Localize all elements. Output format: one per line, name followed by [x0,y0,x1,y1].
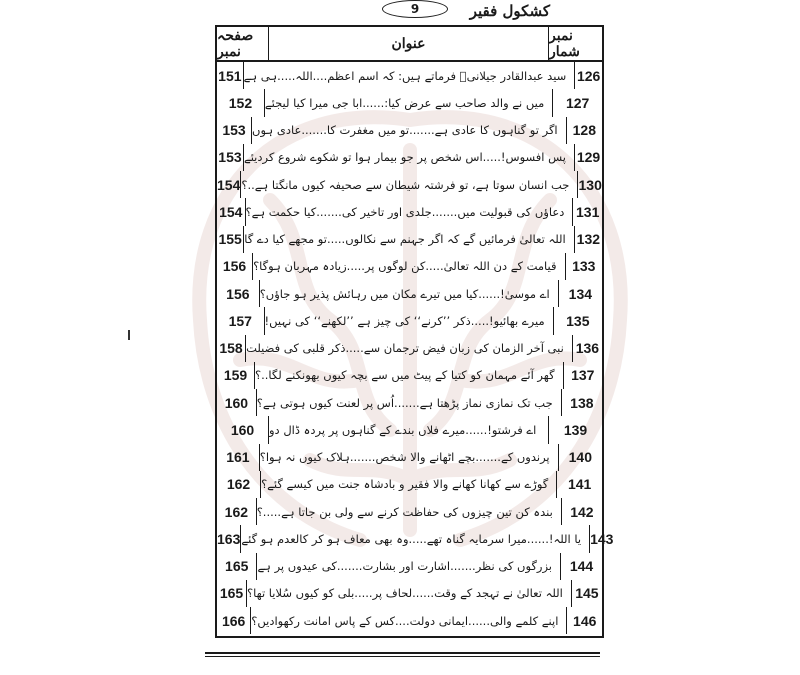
table-row [217,198,602,225]
margin-mark [128,330,130,340]
table-row [217,389,602,416]
table-row [217,117,602,144]
row-title: دعاؤں کی قبولیت میں.......جلدی اور تاخیر کی.......کیا حکمت ہے؟ [245,204,565,219]
row-page-number: 152 [217,89,265,116]
row-title: اللہ تعالیٰ نے تہجد کے وقت......لحاف پر.....بلی کو کیوں سُلایا تھا؟ [247,586,563,601]
row-serial-number: 132 [574,226,602,253]
row-page-number: 162 [217,471,261,498]
table-row [217,253,602,280]
row-serial-number: 145 [571,580,602,607]
row-title: اگر تو گناہوں کا عادی ہے.......تو میں مغفرت کا.......عادی ہوں [252,123,558,138]
row-serial-number: 130 [577,171,602,198]
row-title: یا اللہ!......میرا سرمایہ گناہ تھے.....وہ بھی معاف ہو کر کالعدم ہو گئے [241,531,582,546]
row-title: جب انسان سوتا ہے، تو فرشتہ شیطان سے صحیفہ کیوں مانگتا ہے..؟ [241,177,570,192]
row-page-number: 156 [217,280,260,307]
row-title: جب تک نمازی نماز پڑھتا ہے.......اُس پر لعنت کیوں ہوتی ہے؟ [256,395,553,410]
row-serial-number: 144 [560,553,602,580]
row-title: سید عبدالقادر جیلانیؒ فرماتے ہیں: کہ اسم اعظم....اللہ.....ہی ہے [243,68,567,83]
row-serial-number: 131 [572,198,602,225]
row-page-number: 154 [217,198,246,225]
row-page-number: 151 [217,62,244,89]
bottom-rule [205,652,600,654]
row-page-number: 157 [217,307,265,334]
table-of-contents [215,25,614,638]
row-serial-number: 141 [556,471,602,498]
row-page-number: 156 [217,253,253,280]
header-title-column: عنوان [391,35,426,52]
row-serial-number: 136 [572,335,602,362]
row-page-number: 165 [217,553,257,580]
table-row [217,280,602,307]
book-title: کشکول فقیر [469,2,550,20]
row-serial-number: 127 [552,89,602,116]
row-page-number: 153 [217,117,252,144]
row-title: گھر آئے مہمان کو کتیا کے پیٹ میں سے بچہ کیوں بھونکنے لگا..؟ [255,368,555,383]
row-title: میرے بھائیو!.....ذکر ’’کرنے‘‘ کی چیز ہے ’’لکھنے‘‘ کی نہیں! [264,313,545,328]
row-title: اے فرشتو!......میرے فلاں بندے کے گناہوں پر پردہ ڈال دو [269,422,537,437]
row-serial-number: 135 [553,307,602,334]
row-title: اللہ تعالیٰ فرمائیں گے کہ اگر جہنم سے نکالوں.....تو مجھے کیا دے گا [244,232,566,247]
row-page-number: 165 [217,580,247,607]
bottom-rule-thin [205,656,600,657]
row-serial-number: 146 [566,607,602,634]
row-page-number: 158 [217,335,246,362]
table-row [217,171,602,198]
row-serial-number: 140 [558,444,602,471]
row-serial-number: 139 [548,416,602,443]
table-row [217,89,602,116]
table-row [217,62,602,89]
row-title: پرندوں کے.......بچے اٹھانے والا شخص.......ہلاک کیوں نہ ہوا؟ [259,450,550,465]
row-title: بزرگوں کی نظر.......اشارت اور بشارت.......کی عیدوں پر ہے [257,559,553,574]
table-header [217,27,602,62]
row-title: اے موسیٰ!......کیا میں تیرے مکان میں رہائش پذیر ہو جاؤں؟ [259,286,550,301]
table-row [217,498,602,525]
row-title: اپنے کلمے والی......ایمانی دولت....کس کے پاس امانت رکھوادیں؟ [251,613,559,628]
page-number: 9 [382,0,448,18]
row-serial-number: 142 [561,498,602,525]
row-title: گوڑے سے کھانا کھانے والا فقیر و بادشاہ جنت میں کیسے گئے؟ [261,477,549,492]
table-row [217,335,602,362]
table-row [217,416,602,443]
row-serial-number: 138 [561,389,602,416]
table-row [217,307,602,334]
row-title: قیامت کے دن اللہ تعالیٰ.....کن لوگوں پر.....زیادہ مہربان ہوگا؟ [253,259,557,274]
row-serial-number: 126 [574,62,602,89]
row-page-number: 161 [217,444,260,471]
header-page-column: صفحہ نمبر [217,27,269,60]
table-row [217,144,602,171]
row-serial-number: 137 [563,362,602,389]
row-serial-number: 128 [566,117,602,144]
row-page-number: 154 [217,171,241,198]
row-page-number: 166 [217,607,251,634]
row-title: پس افسوس!.....اس شخص پر جو بیمار ہوا تو شکوے شروع کردیئے [243,150,566,165]
row-page-number: 163 [217,525,241,552]
header-number-column: نمبر شمار [548,27,602,60]
row-serial-number: 143 [589,525,613,552]
row-title: نبی آخر الزمان کی زبان فیض ترجمان سے.....ذکر قلبی کی فضیلت [246,341,564,356]
row-title: میں نے والد صاحب سے عرض کیا:......ابا جی میرا کیا لیجئے [264,95,545,110]
table-row [217,525,614,552]
table-row [217,553,602,580]
table-row [217,580,602,607]
table-row [217,226,602,253]
table-row [217,362,602,389]
row-page-number: 153 [217,144,244,171]
row-title: بندہ کن تین چیزوں کی حفاظت کرنے سے ولی بن جاتا ہے.....؟ [256,504,553,519]
row-page-number: 162 [217,498,257,525]
row-page-number: 160 [217,416,269,443]
table-row [217,471,602,498]
row-page-number: 159 [217,362,255,389]
row-serial-number: 134 [558,280,602,307]
row-page-number: 155 [217,226,244,253]
table-row [217,444,602,471]
row-serial-number: 133 [565,253,602,280]
row-page-number: 160 [217,389,257,416]
row-serial-number: 129 [574,144,602,171]
table-row [217,607,602,634]
